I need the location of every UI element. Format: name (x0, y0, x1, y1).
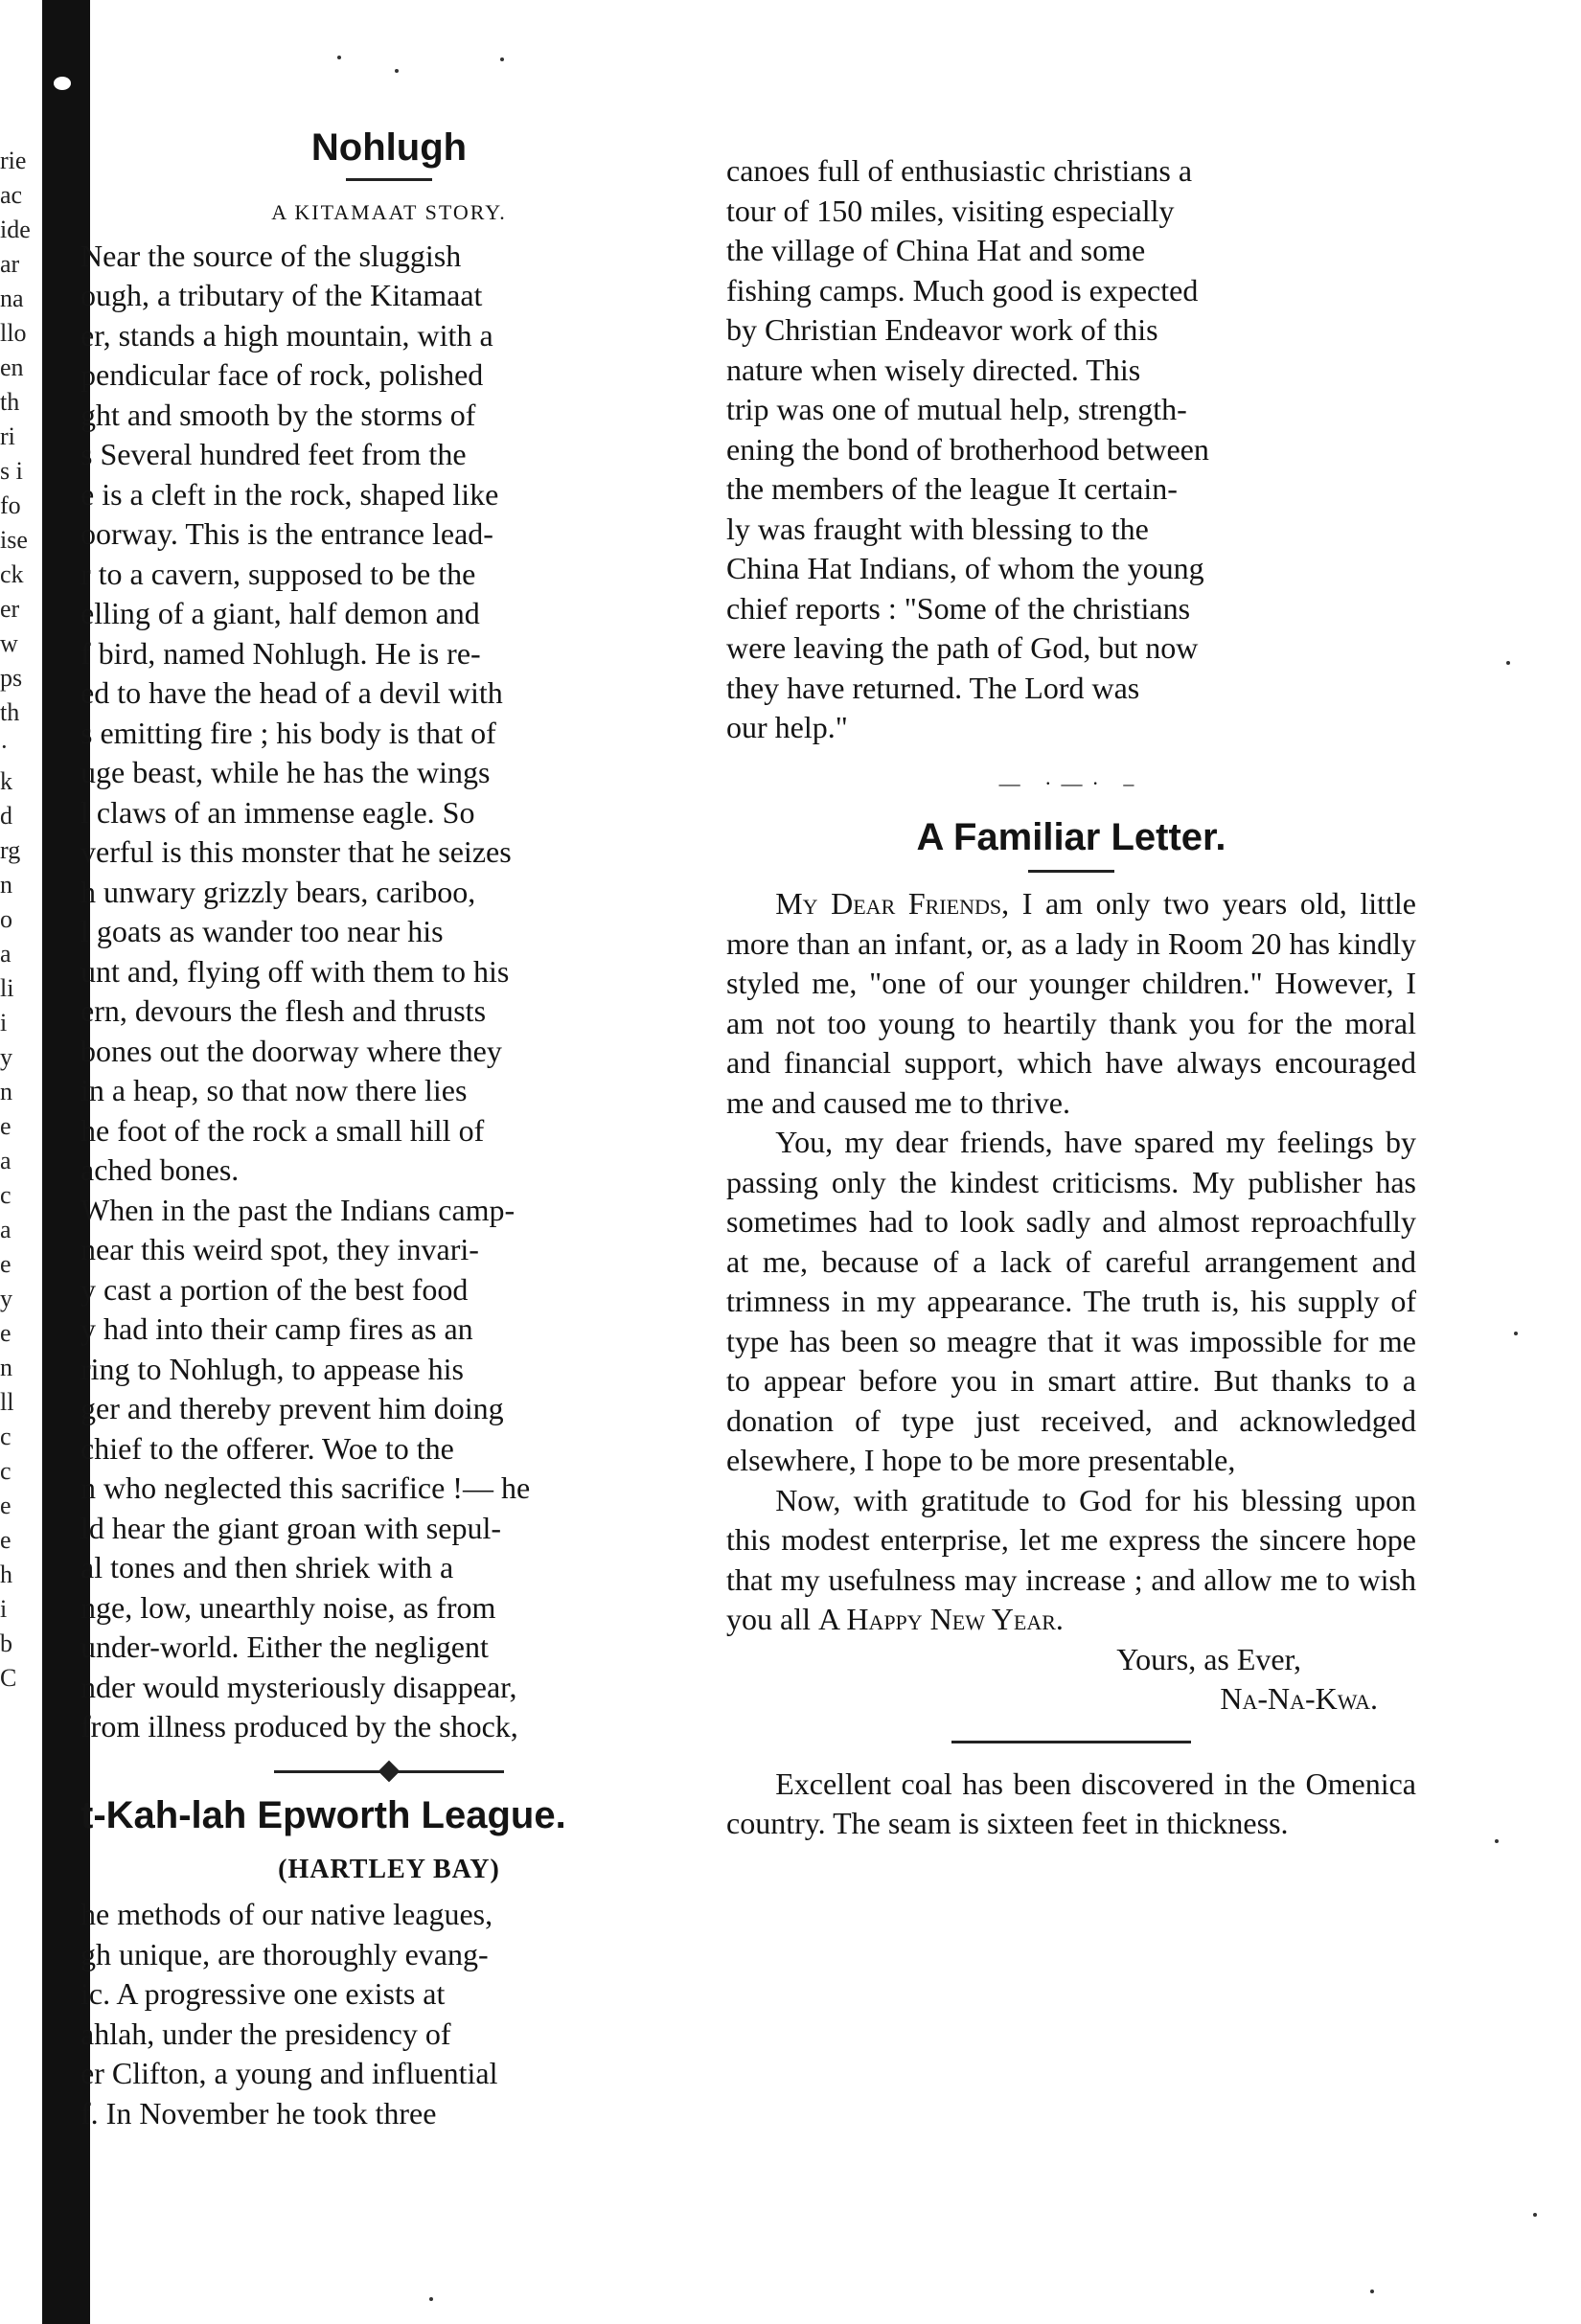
previous-column-fragments (0, 144, 42, 1696)
text-line: f bird, named Nohlugh. He is re- (80, 635, 481, 671)
text-line: s emitting fire ; his body is that of (80, 715, 496, 750)
text-line: were leaving the path of God, but now (726, 630, 1199, 665)
text-line: pendicular face of rock, polished (80, 357, 484, 392)
text-line: s Several hundred feet from the (80, 437, 467, 471)
gutter-fragment: llo (0, 319, 27, 347)
text-line: under-world. Either the negligent (80, 1629, 489, 1664)
text-line: ght and smooth by the storms of (80, 397, 476, 432)
scan-speck (337, 56, 341, 59)
text-line: canoes full of enthusiastic christians a (726, 153, 1193, 188)
text-line: nge, low, unearthly noise, as from (80, 1589, 496, 1625)
text-line: unt and, flying off with them to his (80, 953, 510, 989)
gutter-fragment: i (0, 1009, 8, 1037)
text-line: When in the past the Indians camp- (80, 1192, 516, 1227)
text-line: gh unique, are thoroughly evang- (80, 1936, 489, 1971)
text-line: f. In November he took three (80, 2095, 437, 2130)
gutter-fragment: ide (0, 216, 31, 243)
gutter-fragment: b (0, 1629, 12, 1657)
scan-speck (1370, 2290, 1374, 2293)
article-body-epworth-league (80, 1895, 698, 2133)
gutter-fragment: ps (0, 664, 23, 692)
text-line: ahlah, under the presidency of (80, 2016, 451, 2051)
binding-notch (54, 77, 71, 90)
text-line: from illness produced by the shock, (80, 1709, 518, 1743)
text-line: ger and thereby prevent him doing (80, 1391, 504, 1425)
gutter-fragment: a (0, 1147, 11, 1174)
gutter-fragment: k (0, 767, 12, 795)
article-subtitle: A KITAMAAT STORY. (271, 200, 507, 224)
text-line: China Hat Indians, of whom the young (726, 551, 1204, 585)
left-column (80, 125, 698, 2133)
gutter-fragment: ise (0, 526, 28, 554)
gutter-fragment: ck (0, 560, 24, 588)
gutter-fragment: e (0, 1492, 11, 1519)
gutter-fragment: C (0, 1664, 17, 1692)
article-subtitle-hartley-bay: (HARTLEY BAY) (278, 1854, 500, 1884)
gutter-fragment: · (0, 733, 9, 761)
text-line: ached bones. (80, 1152, 240, 1187)
gutter-fragment: a (0, 940, 11, 968)
gutter-fragment: li (0, 974, 14, 1002)
title-rule (346, 178, 432, 181)
text-line: uge beast, while he has the wings (80, 755, 491, 789)
text-line: elling of a giant, half demon and (80, 596, 480, 630)
gutter-fragment: s i (0, 457, 23, 485)
text-line: Near the source of the sluggish (80, 238, 462, 273)
gutter-fragment: fo (0, 491, 21, 519)
article-title-epworth-league: t-Kah-lah Epworth League. (80, 1793, 566, 1836)
text-line: he foot of the rock a small hill of (80, 1112, 485, 1148)
article-body-nohlugh (80, 237, 698, 1747)
gutter-fragment: a (0, 1216, 11, 1243)
text-line: y cast a portion of the best food (80, 1271, 469, 1307)
gutter-fragment: en (0, 353, 24, 381)
gutter-fragment: rg (0, 836, 21, 864)
text-line: bones out the doorway where they (80, 1033, 502, 1068)
text-line: they have returned. The Lord was (726, 670, 1140, 705)
gutter-fragment: ac (0, 181, 23, 209)
gutter-fragment: w (0, 629, 18, 657)
letter-paragraph-2: You, my dear friends, have spared my feelings by passing only the kindest criticisms. My publisher has sometimes had to look sadly and almost reproachfully at me, because of a lack of careful arrangement and trimness in my appearance. The truth is, his supply of type has been so meagre that it was impossible for me to appear before you in smart attire. But thanks to a donation of type just received, and acknowledged elsewhere, I hope to be more presentable, (726, 1125, 1416, 1477)
gutter-fragment: na (0, 285, 24, 312)
title-rule-2 (1028, 870, 1114, 873)
section-separator: — ·—· – (998, 770, 1144, 795)
letter-closing: Yours, as Ever, (1116, 1641, 1301, 1676)
scan-speck (395, 69, 399, 73)
gutter-fragment: h (0, 1561, 12, 1588)
text-line: ern, devours the flesh and thrusts (80, 993, 487, 1028)
scan-speck (1495, 1839, 1499, 1843)
right-column (726, 151, 1416, 1844)
text-line: tour of 150 miles, visiting especially (726, 193, 1175, 228)
gutter-fragment: e (0, 1250, 11, 1278)
gutter-fragment: e (0, 1112, 11, 1140)
letter-paragraph-1: My Dear Friends, I am only two years old, little more than an infant, or, as a lady in Room 20 has kindly styled me, "one of our younger children." However, I am not too young to heartily thank you for the moral and financial support, which have always encouraged me and caused me to thrive. (726, 886, 1417, 1120)
letter-signature: Na-Na-Kwa. (1220, 1681, 1378, 1716)
text-line: n who neglected this sacrifice !— he (80, 1470, 531, 1505)
text-line: h unwary grizzly bears, cariboo, (80, 874, 476, 909)
text-line: er Clifton, a young and influential (80, 2056, 498, 2090)
gutter-fragment: c (0, 1423, 11, 1450)
gutter-fragment: e (0, 1319, 11, 1347)
text-line: near this weird spot, they invari- (80, 1232, 479, 1266)
text-line: r to a cavern, supposed to be the (80, 556, 476, 591)
gutter-fragment: ll (0, 1388, 14, 1416)
text-line: l claws of an immense eagle. So (80, 794, 475, 830)
text-line: ld hear the giant groan with sepul- (80, 1510, 501, 1545)
scan-speck (429, 2297, 433, 2301)
article-title-familiar-letter: A Familiar Letter. (916, 816, 1226, 858)
gutter-fragment: ri (0, 422, 15, 450)
gutter-fragment: ar (0, 250, 20, 278)
new-year-greeting: A Happy New Year. (817, 1602, 1064, 1636)
gutter-fragment: er (0, 595, 20, 623)
gutter-fragment: th (0, 698, 20, 726)
gutter-fragment: n (0, 871, 12, 899)
gutter-fragment: o (0, 905, 12, 933)
gutter-fragment: y (0, 1043, 12, 1071)
scan-speck (1506, 661, 1510, 665)
text-line: the members of the league It certain- (726, 471, 1178, 506)
text-line: verful is this monster that he seizes (80, 834, 512, 869)
scan-speck (500, 57, 504, 61)
text-line: ed to have the head of a devil with (80, 675, 503, 710)
text-line: e is a cleft in the rock, shaped like (80, 476, 499, 512)
text-line: al tones and then shriek with a (80, 1550, 454, 1584)
separator-rule (951, 1741, 1191, 1743)
text-line: ening the bond of brotherhood between (726, 431, 1209, 467)
gutter-fragment: n (0, 1078, 12, 1105)
gutter-fragment: c (0, 1181, 11, 1209)
gutter-fragment: th (0, 388, 20, 416)
text-line: nder would mysteriously disappear, (80, 1669, 517, 1704)
gutter-fragment: y (0, 1285, 12, 1312)
letter-salutation: My Dear Friends, (775, 886, 1010, 921)
continued-text (726, 151, 1416, 748)
article-title-nohlugh: Nohlugh (310, 126, 468, 169)
text-line: ring to Nohlugh, to appease his (80, 1351, 464, 1386)
gutter-fragment: e (0, 1526, 11, 1554)
text-line: oorway. This is the entrance lead- (80, 516, 493, 551)
gutter-fragment: i (0, 1595, 8, 1623)
gutter-fragment: c (0, 1457, 11, 1485)
letter-paragraph-3: Now, with gratitude to God for his blessing upon this modest enterprise, let me express the sincere hope that my usefulness may increase ; and allow me to wish you all A Happy New Year. (726, 1482, 1416, 1636)
text-line: fishing camps. Much good is expected (726, 272, 1199, 308)
section-ornament (80, 1770, 698, 1773)
scan-speck (1514, 1332, 1518, 1335)
news-item-coal: Excellent coal has been discovered in the Omenica country. The seam is sixteen feet in thickness. (726, 1766, 1416, 1840)
text-line: he methods of our native leagues, (80, 1897, 493, 1931)
text-line: our help." (726, 710, 848, 744)
text-line: ic. A progressive one exists at (80, 1976, 446, 2011)
text-line: trip was one of mutual help, strength- (726, 392, 1187, 426)
text-line: nature when wisely directed. This (726, 352, 1141, 387)
text-line: the village of China Hat and some (726, 233, 1146, 267)
text-line: ough, a tributary of the Kitamaat (80, 278, 483, 312)
gutter-fragment: d (0, 802, 12, 830)
text-line: y had into their camp fires as an (80, 1311, 473, 1346)
text-line: er, stands a high mountain, with a (80, 317, 493, 353)
text-line: l goats as wander too near his (80, 914, 444, 948)
gutter-fragment: n (0, 1354, 12, 1381)
text-line: chief reports : "Some of the christians (726, 590, 1191, 626)
gutter-fragment: rie (0, 147, 27, 174)
text-line: chief to the offerer. Woe to the (80, 1430, 454, 1466)
text-line: ly was fraught with blessing to the (726, 511, 1149, 546)
text-line: by Christian Endeavor work of this (726, 312, 1158, 347)
scan-speck (1533, 2213, 1537, 2217)
text-line: in a heap, so that now there lies (80, 1073, 468, 1107)
